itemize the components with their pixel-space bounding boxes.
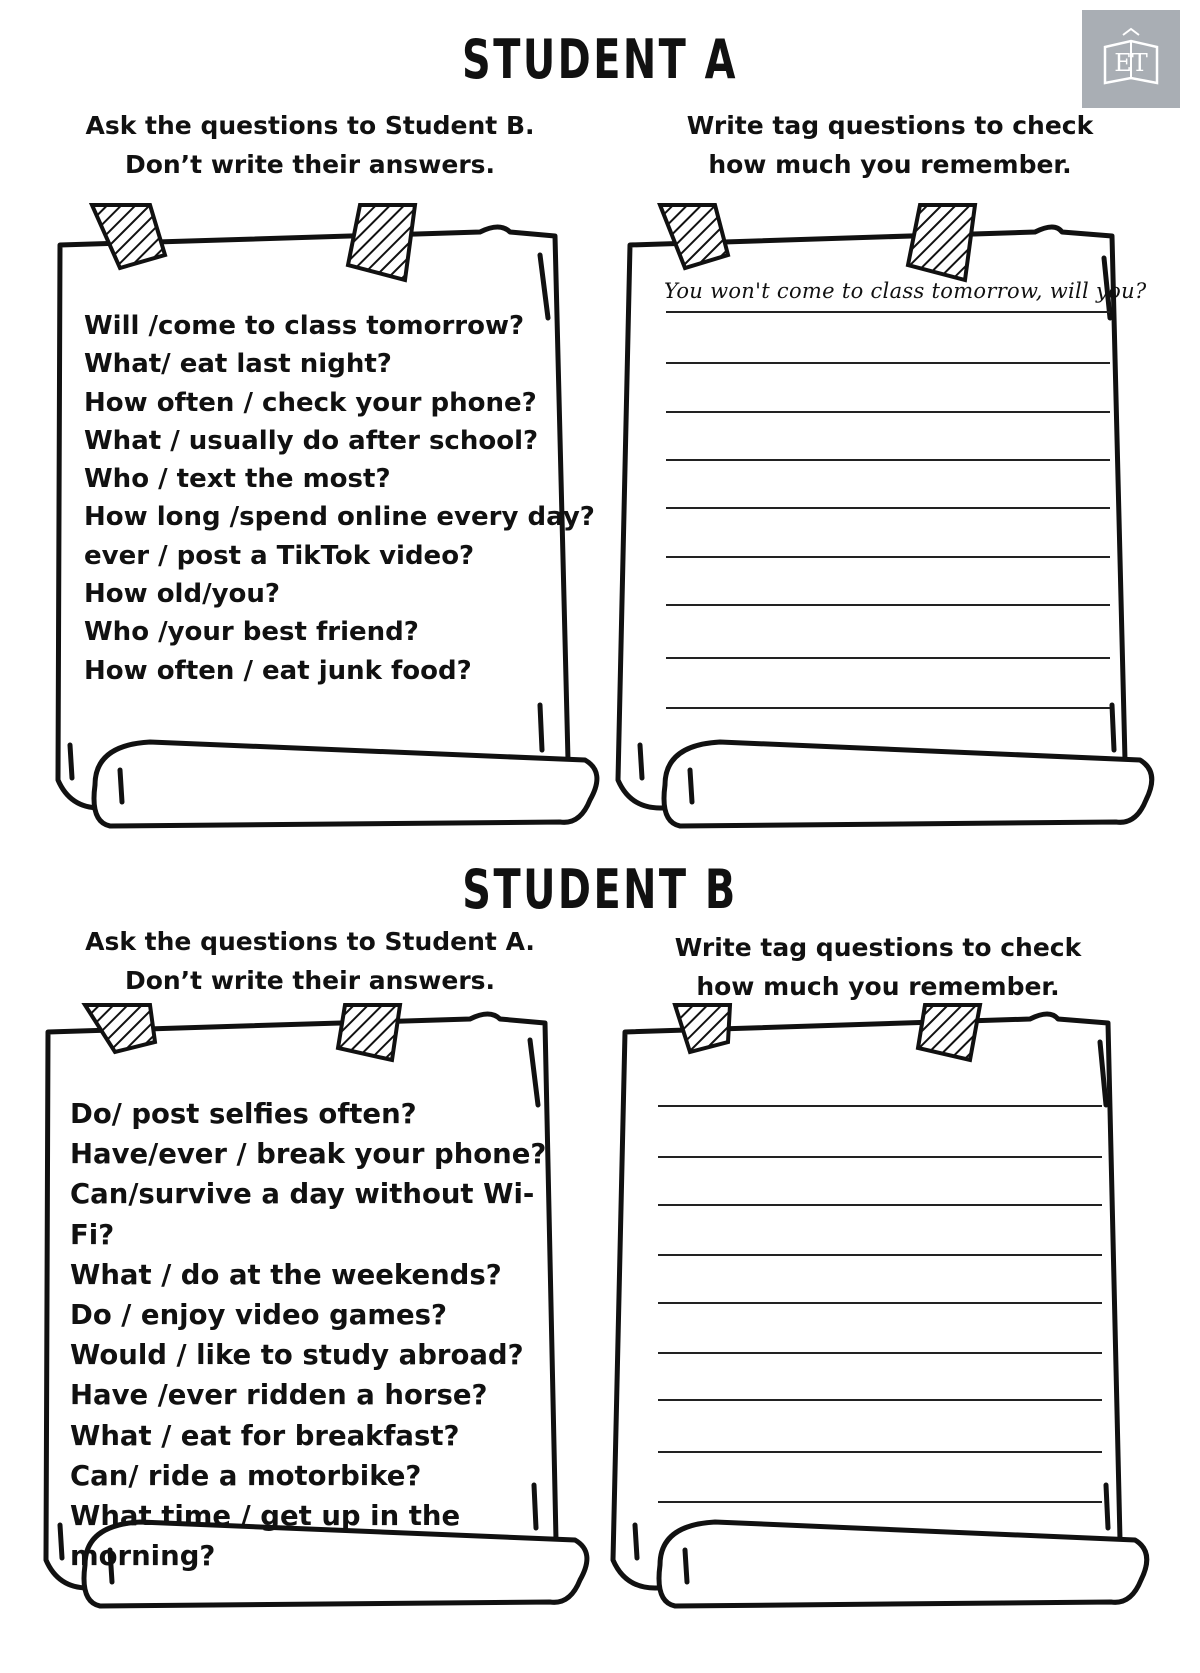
instruction-line: Write tag questions to check [674,933,1082,962]
list-item: Can/survive a day without Wi-Fi? [70,1178,535,1251]
scroll-a-right [618,227,1152,826]
list-item: What/ eat last night? [84,349,392,380]
list-item: How long /spend online every day? [84,502,595,533]
scroll-b-right [613,1014,1147,1606]
list-item: Have /ever ridden a horse? [70,1379,488,1412]
list-item: Who /your best friend? [84,617,419,648]
logo-text: ET [1114,49,1148,77]
list-item: What / do at the weekends? [70,1258,502,1291]
tape-piece [348,205,415,280]
list-item: Who / text the most? [84,464,391,495]
instruction-line: Don’t write their answers. [124,966,496,995]
list-item: Will /come to class tomorrow? [84,311,525,341]
list-item: Have/ever / break your phone? [70,1138,547,1171]
instruction-line: Ask the questions to Student A. [85,927,535,956]
list-item: Can/ ride a motorbike? [70,1459,422,1492]
instruction-line: how much you remember. [696,972,1060,1001]
instruction-line: Don’t write their answers. [124,150,496,179]
list-item: Do / enjoy video games? [70,1299,447,1332]
instruction-line: how much you remember. [708,150,1072,179]
example-tag-question: You won't come to class tomorrow, will you? [664,279,1147,303]
tape-piece [918,1005,980,1060]
list-item: What / eat for breakfast? [70,1419,460,1452]
student-a-title: STUDENT A [462,28,738,91]
tape-piece [908,205,975,280]
list-item: ever / post a TikTok video? [84,540,475,571]
list-item: Would / like to study abroad? [70,1339,524,1372]
list-item: What / usually do after school? [84,425,539,456]
list-item: How often / check your phone? [84,387,537,418]
student-b-title: STUDENT B [462,858,738,921]
student-b-questions [70,1094,565,1576]
list-item: How old/you? [84,579,280,610]
list-item: Do/ post selfies often? [70,1098,417,1130]
list-item: What time / get up in the morning? [70,1500,461,1573]
list-item: How often / eat junk food? [84,655,472,686]
instruction-line: Ask the questions to Student B. [85,111,535,140]
student-a-questions [84,307,595,690]
tape-piece [338,1005,400,1060]
instruction-line: Write tag questions to check [686,111,1094,140]
